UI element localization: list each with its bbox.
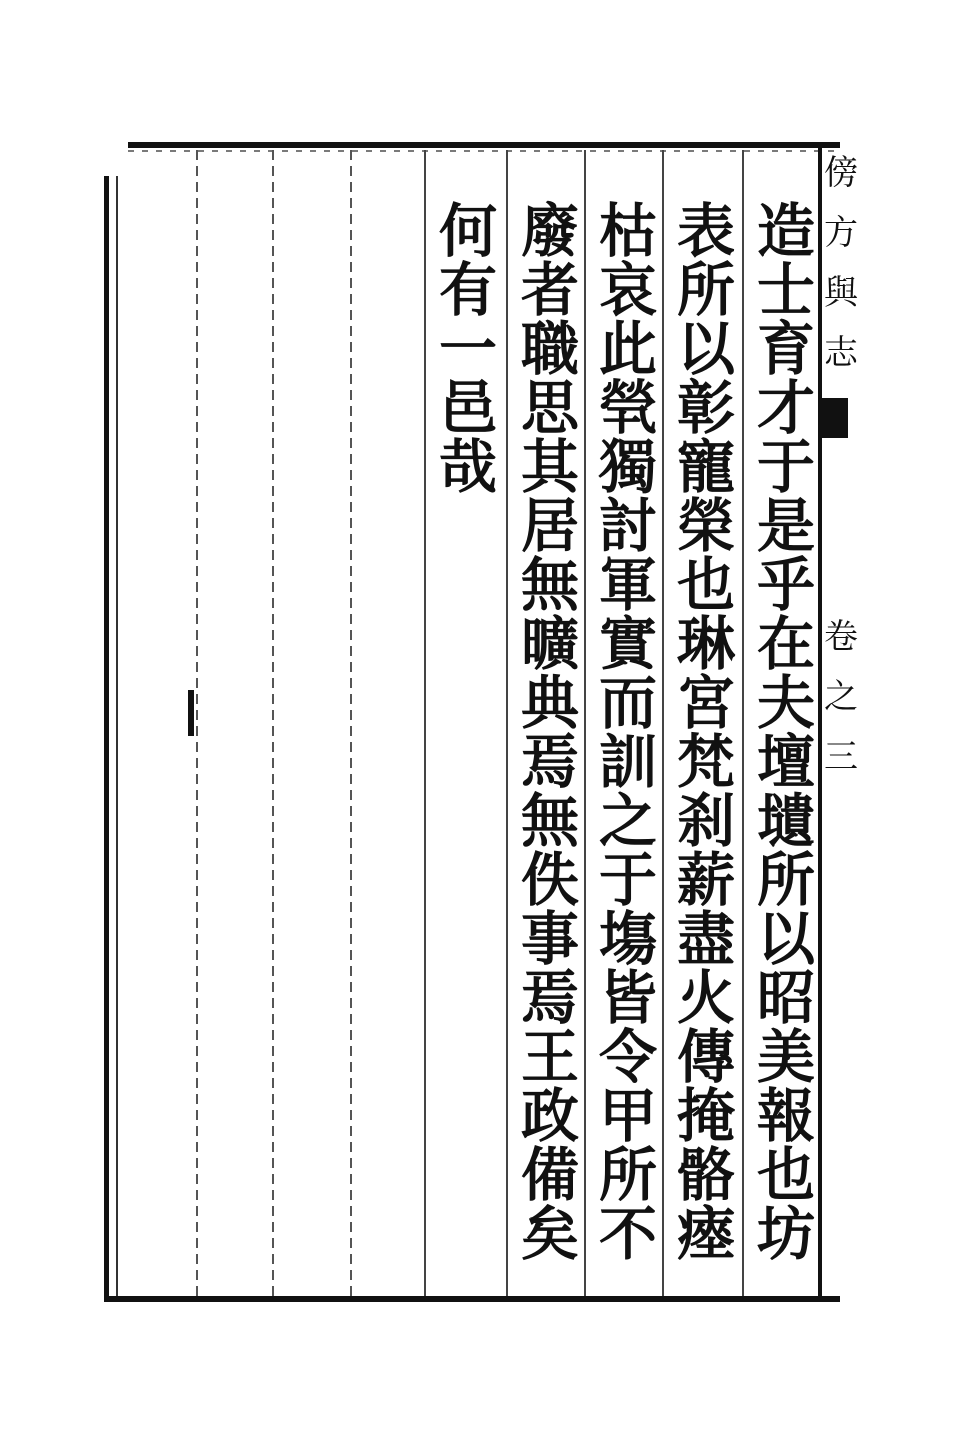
frame-left-border (104, 176, 109, 1300)
text-column-4: 廢者職思其居無曠典焉無佚事焉王政備矣 (511, 200, 579, 1262)
frame-left-inner-border (116, 176, 118, 1296)
ink-mark (188, 690, 194, 736)
fold-fishtail-mark (822, 398, 848, 438)
fold-volume-char: 三 (824, 737, 858, 777)
column-rule (662, 150, 664, 1296)
text-column-3: 枯哀此煢獨討軍實而訓之于塲皆令甲所不 (589, 200, 657, 1262)
column-rule (350, 150, 352, 1296)
frame-top-border (128, 142, 840, 148)
column-rule (584, 150, 586, 1296)
fold-volume-char: 卷 (824, 617, 858, 657)
fold-title-char: 方 (824, 213, 858, 253)
fold-title-char: 與 (824, 273, 858, 313)
column-rule (506, 150, 508, 1296)
column-rule (742, 150, 744, 1296)
frame-bottom-border (104, 1296, 840, 1302)
text-column-2: 表所以彰寵榮也琳宮梵刹薪盡火傳掩骼瘞 (667, 200, 735, 1262)
fold-volume-char: 之 (824, 677, 858, 717)
column-rule (424, 150, 426, 1296)
frame-top-speckle (128, 150, 840, 152)
text-column-5: 何有一邑哉 (429, 200, 497, 495)
text-column-1: 造士育才于是乎在夫壇壝所以昭美報也坊 (747, 200, 815, 1262)
column-rule (196, 150, 198, 1296)
fold-title-char: 志 (824, 333, 858, 373)
center-fold-strip (822, 150, 858, 1296)
fold-title-char: 傍 (824, 153, 858, 193)
column-rule (272, 150, 274, 1296)
